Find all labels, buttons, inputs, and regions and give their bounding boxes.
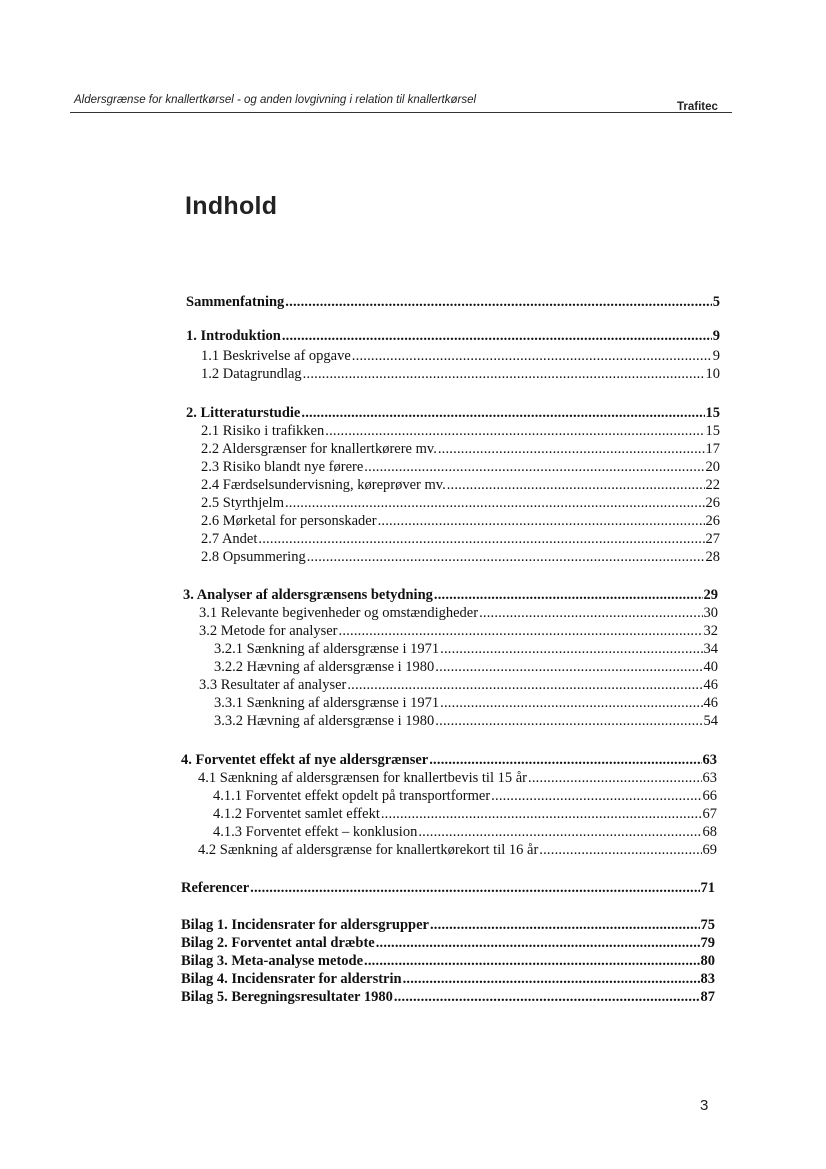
toc-leader-dots — [394, 988, 700, 1006]
toc-entry-page: 29 — [703, 587, 718, 603]
toc-leader-dots — [429, 751, 701, 769]
toc-entry — [198, 841, 717, 859]
toc-entry-label: 2.8 Opsummering — [201, 549, 306, 565]
toc-leader-dots — [282, 327, 712, 345]
toc-leader-dots — [303, 365, 705, 383]
toc-entry-page: 30 — [703, 605, 718, 621]
toc-entry — [183, 586, 718, 604]
toc-entry-page: 54 — [703, 713, 718, 729]
toc-entry-label: 1. Introduktion — [186, 328, 281, 344]
page-number: 3 — [700, 1097, 709, 1114]
toc-entry — [181, 916, 715, 934]
toc-leader-dots — [418, 823, 701, 841]
toc-entry-label: 1.1 Beskrivelse af opgave — [201, 348, 351, 364]
toc-entry-label: 2.3 Risiko blandt nye førere — [201, 459, 364, 475]
toc-leader-dots — [447, 476, 705, 494]
toc-leader-dots — [352, 347, 712, 365]
toc-entry-page: 87 — [700, 989, 715, 1005]
toc-entry — [201, 494, 720, 512]
toc-entry — [181, 952, 715, 970]
toc-leader-dots — [438, 440, 705, 458]
toc-entry — [199, 604, 718, 622]
toc-entry — [181, 934, 715, 952]
toc-entry-label: 1.2 Datagrundlag — [201, 366, 302, 382]
toc-entry-label: 2. Litteraturstudie — [186, 405, 301, 421]
toc-entry — [201, 440, 720, 458]
page-title: Indhold — [185, 192, 278, 220]
toc-entry-label: 4.1.3 Forventet effekt – konklusion — [213, 824, 418, 840]
toc-leader-dots — [479, 604, 702, 622]
toc-entry-label: Sammenfatning — [186, 294, 285, 310]
toc-entry-label: 3.3.1 Sænkning af aldersgrænse i 1971 — [214, 695, 440, 711]
toc-entry-label: 4.2 Sænkning af aldersgrænse for knallertkørekort til 16 år — [198, 842, 539, 858]
toc-entry-label: 4. Forventet effekt af nye aldersgrænser — [181, 752, 429, 768]
toc-entry-label: Bilag 1. Incidensrater for aldersgrupper — [181, 917, 429, 933]
toc-entry-label: Referencer — [181, 880, 250, 896]
toc-entry-page: 26 — [705, 513, 720, 529]
toc-entry-page: 9 — [712, 348, 720, 364]
toc-entry-page: 9 — [712, 328, 720, 344]
toc-entry-label: 3.2.1 Sænkning af aldersgrænse i 1971 — [214, 641, 440, 657]
toc-leader-dots — [376, 934, 700, 952]
toc-leader-dots — [528, 769, 701, 787]
toc-entry-page: 10 — [705, 366, 720, 382]
toc-leader-dots — [378, 512, 705, 530]
toc-entry-page: 17 — [705, 441, 720, 457]
toc-entry-page: 34 — [703, 641, 718, 657]
toc-entry-label: Bilag 5. Beregningsresultater 1980 — [181, 989, 393, 1005]
toc-entry-page: 66 — [702, 788, 717, 804]
toc-leader-dots — [435, 658, 702, 676]
toc-leader-dots — [301, 404, 704, 422]
toc-entry-page: 15 — [705, 405, 720, 421]
toc-entry — [186, 293, 720, 311]
toc-entry — [214, 712, 718, 730]
toc-entry-label: 2.5 Styrthjelm — [201, 495, 284, 511]
toc-entry-page: 15 — [705, 423, 720, 439]
toc-leader-dots — [307, 548, 705, 566]
toc-leader-dots — [339, 622, 703, 640]
toc-entry-label: Bilag 3. Meta-analyse metode — [181, 953, 364, 969]
toc-entry — [214, 640, 718, 658]
toc-leader-dots — [364, 952, 699, 970]
toc-entry — [213, 823, 717, 841]
toc-entry — [201, 347, 720, 365]
toc-entry — [186, 404, 720, 422]
toc-entry-page: 63 — [702, 770, 717, 786]
toc-entry-page: 71 — [700, 880, 715, 896]
toc-entry — [201, 458, 720, 476]
header-rule — [70, 112, 732, 113]
toc-entry-page: 40 — [703, 659, 718, 675]
toc-leader-dots — [285, 494, 705, 512]
toc-entry-page: 80 — [700, 953, 715, 969]
toc-entry-label: 3.3 Resultater af analyser — [199, 677, 347, 693]
toc-entry-page: 69 — [702, 842, 717, 858]
toc-entry-page: 26 — [705, 495, 720, 511]
toc-entry-label: Bilag 2. Forventet antal dræbte — [181, 935, 375, 951]
toc-entry — [199, 622, 718, 640]
toc-leader-dots — [325, 422, 704, 440]
toc-entry — [214, 658, 718, 676]
toc-entry — [181, 988, 715, 1006]
toc-leader-dots — [430, 916, 700, 934]
toc-leader-dots — [539, 841, 701, 859]
toc-entry-page: 68 — [702, 824, 717, 840]
toc-entry — [201, 422, 720, 440]
toc-leader-dots — [440, 694, 702, 712]
toc-entry — [214, 694, 718, 712]
toc-entry — [181, 970, 715, 988]
toc-entry-page: 46 — [703, 677, 718, 693]
toc-entry — [198, 769, 717, 787]
toc-entry-label: Bilag 4. Incidensrater for alderstrin — [181, 971, 402, 987]
running-header-company: Trafitec — [677, 101, 718, 113]
toc-entry-label: 4.1.1 Forventet effekt opdelt på transportformer — [213, 788, 491, 804]
toc-entry-page: 20 — [705, 459, 720, 475]
toc-entry-label: 3. Analyser af aldersgrænsens betydning — [183, 587, 433, 603]
toc-entry — [186, 327, 720, 345]
toc-entry-page: 79 — [700, 935, 715, 951]
toc-entry-page: 63 — [702, 752, 717, 768]
toc-leader-dots — [440, 640, 702, 658]
toc-leader-dots — [347, 676, 702, 694]
toc-entry — [213, 805, 717, 823]
toc-entry — [201, 512, 720, 530]
toc-entry-label: 3.3.2 Hævning af aldersgrænse i 1980 — [214, 713, 435, 729]
toc-leader-dots — [435, 712, 702, 730]
toc-leader-dots — [434, 586, 703, 604]
toc-entry-label: 4.1.2 Forventet samlet effekt — [213, 806, 380, 822]
toc-entry-label: 4.1 Sænkning af aldersgrænsen for knallertbevis til 15 år — [198, 770, 528, 786]
toc-entry-page: 83 — [700, 971, 715, 987]
toc-leader-dots — [364, 458, 704, 476]
toc-entry-label: 2.6 Mørketal for personskader — [201, 513, 377, 529]
toc-entry-label: 2.4 Færdselsundervisning, køreprøver mv. — [201, 477, 446, 493]
toc-entry-label: 3.1 Relevante begivenheder og omstændigheder — [199, 605, 479, 621]
toc-entry-page: 28 — [705, 549, 720, 565]
toc-entry-page: 75 — [700, 917, 715, 933]
running-header-title: Aldersgrænse for knallertkørsel - og anden lovgivning i relation til knallertkørsel — [74, 94, 477, 106]
toc-leader-dots — [258, 530, 704, 548]
toc-entry-page: 32 — [703, 623, 718, 639]
toc-entry — [213, 787, 717, 805]
toc-entry — [201, 476, 720, 494]
toc-entry-label: 2.1 Risiko i trafikken — [201, 423, 325, 439]
toc-entry-label: 3.2.2 Hævning af aldersgrænse i 1980 — [214, 659, 435, 675]
toc-leader-dots — [250, 879, 699, 897]
toc-leader-dots — [403, 970, 700, 988]
toc-entry — [201, 530, 720, 548]
toc-entry-label: 2.7 Andet — [201, 531, 258, 547]
toc-entry — [201, 365, 720, 383]
toc-leader-dots — [381, 805, 702, 823]
toc-entry — [199, 676, 718, 694]
toc-entry-label: 2.2 Aldersgrænser for knallertkørere mv. — [201, 441, 437, 457]
toc-entry-page: 46 — [703, 695, 718, 711]
toc-entry — [201, 548, 720, 566]
toc-entry-page: 67 — [702, 806, 717, 822]
toc-entry-page: 22 — [705, 477, 720, 493]
toc-entry-page: 5 — [712, 294, 720, 310]
toc-entry-page: 27 — [705, 531, 720, 547]
toc-leader-dots — [285, 293, 711, 311]
toc-entry — [181, 751, 717, 769]
toc-entry-label: 3.2 Metode for analyser — [199, 623, 338, 639]
toc-leader-dots — [491, 787, 701, 805]
toc-entry — [181, 879, 715, 897]
